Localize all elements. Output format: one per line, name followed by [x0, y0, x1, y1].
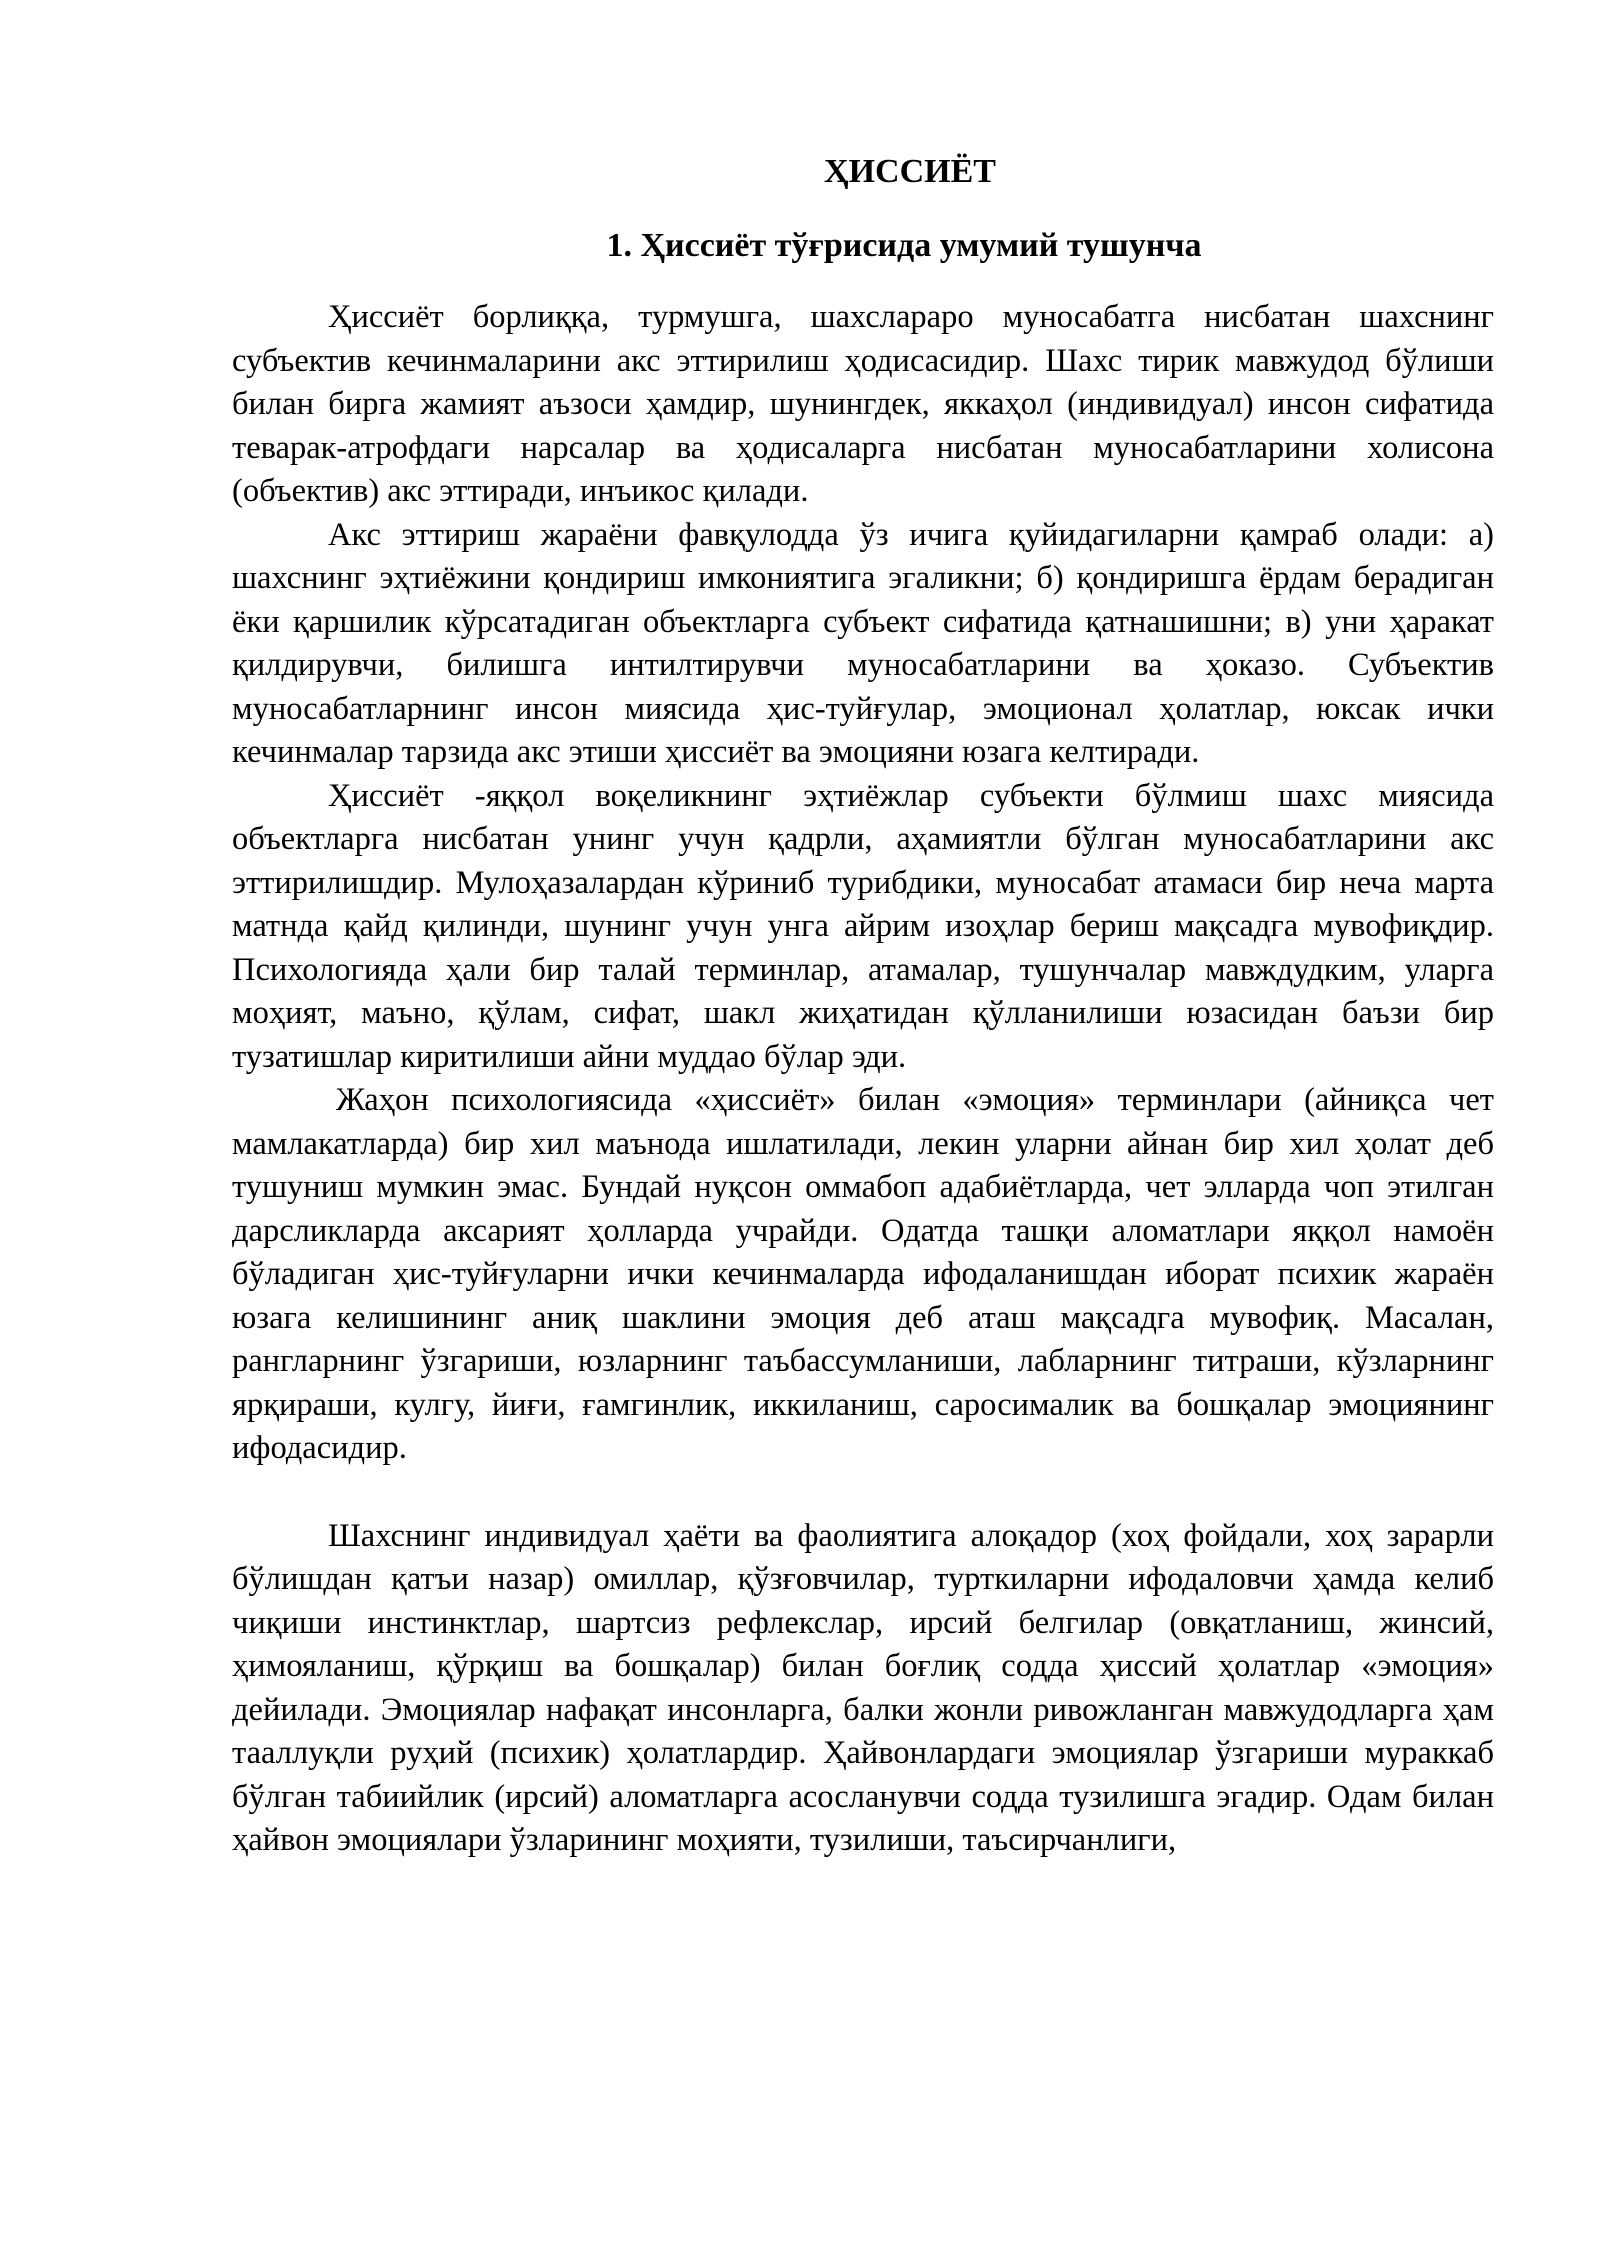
paragraph-1: Ҳиссиёт борлиққа, турмушга, шахслараро муносабатга нисбатан шахснинг субъектив кечинмаларини акс эттирилиш ҳодисасидир. Шахс тирик мавжудод бўлиши билан бирга жамият аъзоси ҳамдир, шунингдек, яккаҳол (индивидуал) инсон сифатида теварак-атрофдаги нарсалар ва ҳодисаларга нисбатан муносабатларини холисона (объектив) акс эттиради, инъикос қилади.: [232, 299, 1494, 509]
document-title: ҲИССИЁТ: [824, 153, 996, 190]
paragraph-3: Ҳиссиёт -яққол воқеликнинг эҳтиёжлар субъекти бўлмиш шахс миясида объектларга нисбатан унинг учун қадрли, аҳамиятли бўлган муносабатларини акс эттирилишдир. Мулоҳазалардан кўриниб турибдики, муносабат атамаси бир неча марта матнда қайд қилинди, шунинг учун унга айрим изоҳлар бериш мақсадга мувофиқдир. Психологияда ҳали бир талай терминлар, атамалар, тушунчалар мавждудким, уларга моҳият, маъно, қўлам, сифат, шакл жиҳатидан қўлланилиши юзасидан баъзи бир тузатишлар киритилиши айни муддао бўлар эди.: [232, 777, 1494, 1075]
paragraph-4: Жаҳон психологиясида «ҳиссиёт» билан «эмоция» терминлари (айниқса чет мамлакатларда) бир хил маънода ишлатилади, лекин уларни айнан бир хил ҳолат деб тушуниш мумкин эмас. Бундай нуқсон оммабоп адабиётларда, чет элларда чоп этилган дарсликларда аксарият ҳолларда учрайди. Одатда ташқи аломатлари яққол намоён бўладиган ҳис-туйғуларни ички кечинмаларда ифодаланишдан иборат психик жараён юзага келишининг аниқ шаклини эмоция деб аташ мақсадга мувофиқ. Масалан, рангларнинг ўзгариши, юзларнинг таъбассумланиши, лабларнинг титраши, кўзларнинг ярқираши, кулгу, йиғи, ғамгинлик, иккиланиш, саросималик ва бошқалар эмоциянинг ифодасидир.: [232, 1082, 1494, 1466]
paragraph-5: Шахснинг индивидуал ҳаёти ва фаолиятига алоқадор (хоҳ фойдали, хоҳ зарарли бўлишдан қатъи назар) омиллар, қўзғовчилар, турткиларни ифодаловчи ҳамда келиб чиқиши инстинктлар, шартсиз рефлекслар, ирсий белгилар (овқатланиш, жинсий, ҳимояланиш, қўрқиш ва бошқалар) билан боғлиқ содда ҳиссий ҳолатлар «эмоция» дейилади. Эмоциялар нафақат инсонларга, балки жонли ривожланган мавжудодларга ҳам тааллуқли руҳий (психик) ҳолатлардир. Ҳайвонлардаги эмоциялар ўзгариши мураккаб бўлган табиийлик (ирсий) аломатларга асосланувчи содда тузилишга эгадир. Одам билан ҳайвон эмоциялари ўзларининг моҳияти, тузилиши, таъсирчанлиги,: [232, 1517, 1494, 1858]
paragraph-spacer: [232, 1471, 1494, 1515]
paragraph-2: Акс эттириш жараёни фавқулодда ўз ичига қуйидагиларни қамраб олади: а) шахснинг эҳтиёжини қондириш имкониятига эгаликни; б) қондиришга ёрдам берадиган ёки қаршилик кўрсатадиган объектларга субъект сифатида қатнашишни; в) уни ҳаракат қилдирувчи, билишга интилтирувчи муносабатларини ва ҳоказо. Субъектив муносабатларнинг инсон миясида ҳис-туйғулар, эмоционал ҳолатлар, юксак ички кечинмалар тарзида акс этиши ҳиссиёт ва эмоцияни юзага келтиради.: [232, 516, 1494, 770]
document-content: [232, 150, 1494, 1863]
section-heading: 1. Ҳиссиёт тўғрисида умумий тушунча: [606, 227, 1202, 264]
